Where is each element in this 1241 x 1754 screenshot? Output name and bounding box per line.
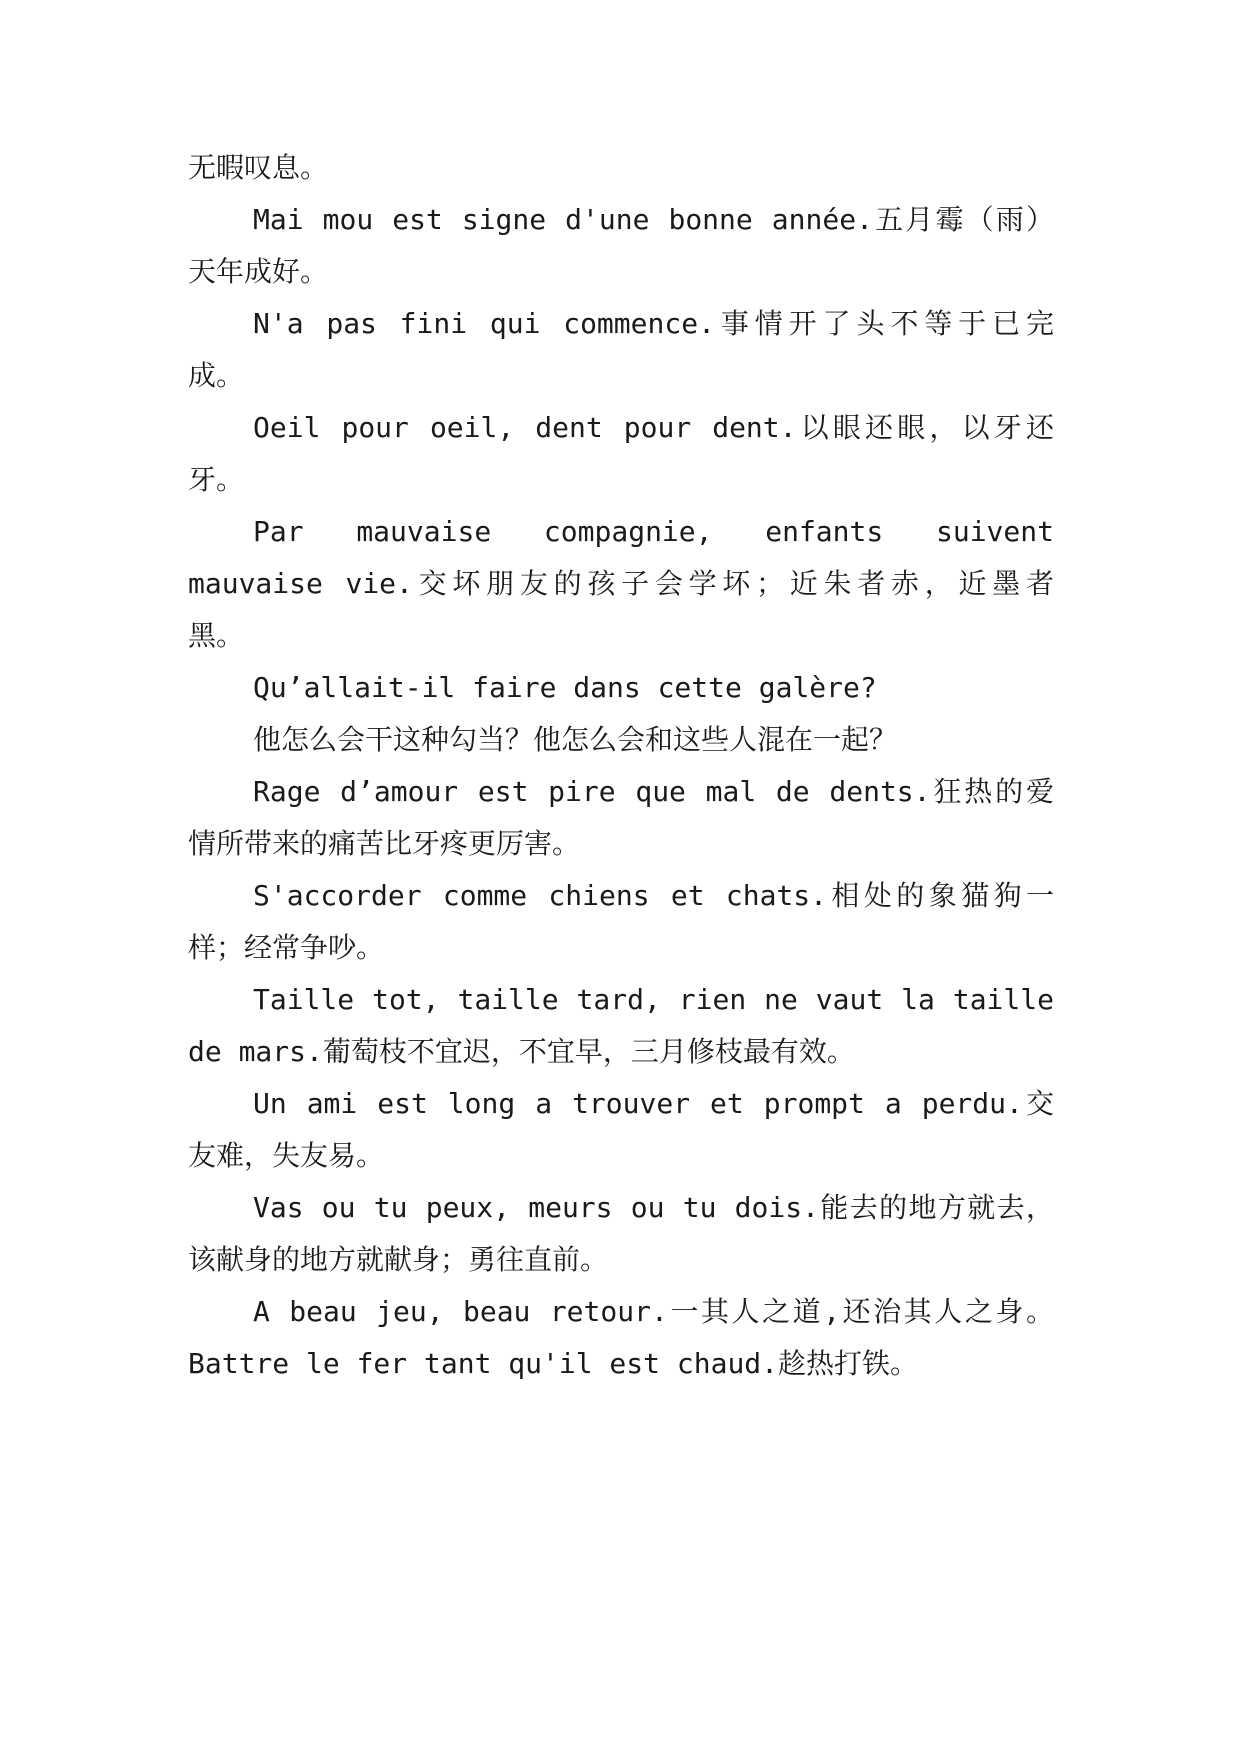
text-line: 他怎么会干这种勾当？他怎么会和这些人混在一起？ — [253, 723, 898, 756]
text-line: Vas ou tu peux, meurs ou tu dois.能去的地方就去， — [253, 1191, 1054, 1224]
text-line: Oeil pour oeil, dent pour dent.以眼还眼，以牙还 — [253, 411, 1054, 444]
text-line: Qu’allait-il faire dans cette galère? — [253, 671, 877, 704]
text-line: Un ami est long a trouver et prompt a perdu.交 — [253, 1087, 1054, 1120]
text-line: A beau jeu, beau retour.一其人之道,还治其人之身。 — [253, 1295, 1054, 1328]
text-line: 情所带来的痛苦比牙疼更厉害。 — [188, 827, 581, 860]
text-line: 该献身的地方就献身；勇往直前。 — [188, 1243, 609, 1276]
text-line: Battre le fer tant qu'il est chaud.趁热打铁。 — [188, 1347, 919, 1380]
text-line: 牙。 — [188, 463, 245, 496]
text-line: Rage d’amour est pire que mal de dents.狂热的爱 — [253, 775, 1054, 808]
text-line: Taille tot, taille tard, rien ne vaut la taille — [253, 983, 1054, 1016]
text-line: mauvaise vie.交坏朋友的孩子会学坏；近朱者赤，近墨者 — [188, 567, 1054, 600]
text-line: Par mauvaise compagnie, enfants suivent — [253, 515, 1054, 548]
text-line: 成。 — [188, 359, 245, 392]
text-line: 黑。 — [188, 619, 245, 652]
text-line: 天年成好。 — [188, 255, 329, 288]
text-line: Mai mou est signe d'une bonne année.五月霉（雨） — [253, 203, 1054, 236]
text-line: 无暇叹息。 — [188, 151, 329, 184]
text-line: de mars.葡萄枝不宜迟，不宜早，三月修枝最有效。 — [188, 1035, 855, 1068]
text-line: 友难，失友易。 — [188, 1139, 385, 1172]
text-line: S'accorder comme chiens et chats.相处的象猫狗一 — [253, 879, 1054, 912]
text-line: 样；经常争吵。 — [188, 931, 385, 964]
text-line: N'a pas fini qui commence.事情开了头不等于已完 — [253, 307, 1054, 340]
